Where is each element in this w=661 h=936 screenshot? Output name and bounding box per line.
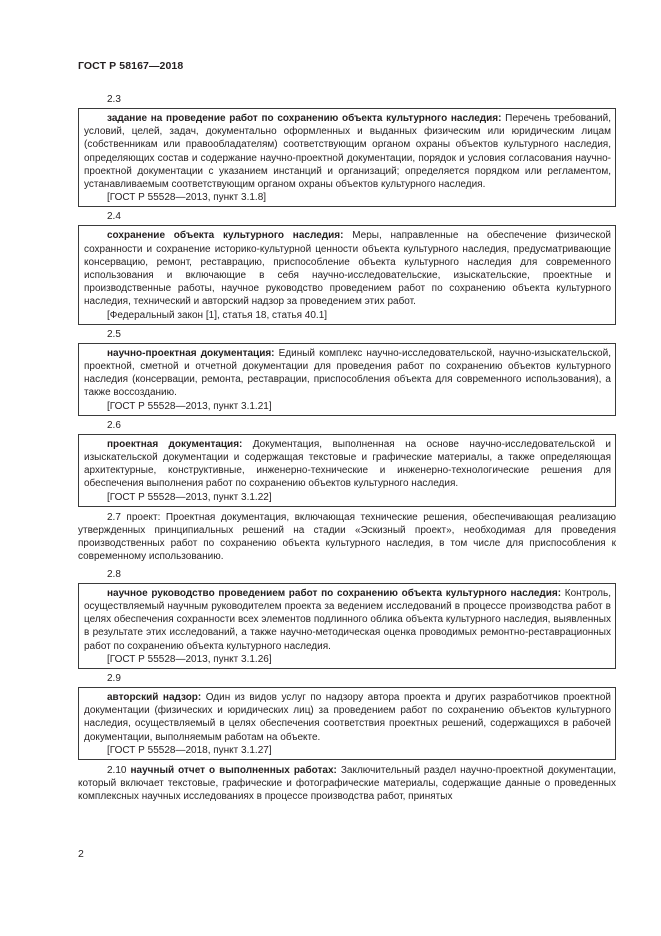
entry-number: 2.4 (107, 211, 121, 223)
page-number: 2 (78, 848, 84, 860)
entry-number: 2.9 (107, 672, 121, 684)
term: научное руководство проведением работ по сохранению объекта культурного наследия: (107, 587, 562, 599)
definition: Единый комплекс научно-исследовательской, научно-изыскательской, проектной, сметной и отчетной документации для проведения работ по сохранению объектов культурного наследия (консервации, ремонта, реставрации, приспособления объекта для современного использования), а также воссозданию. (84, 347, 611, 399)
definition-box (78, 343, 616, 416)
term: сохранение объекта культурного наследия: (107, 230, 344, 242)
definition-box (78, 108, 616, 207)
definition-text (84, 347, 611, 400)
entry-number: 2.10 (107, 764, 127, 776)
term: авторский надзор: (107, 691, 202, 703)
source-reference: [ГОСТ Р 55528—2013, пункт 3.1.26] (107, 653, 272, 665)
definition-text (84, 691, 611, 744)
definition: Меры, направленные на обеспечение физической сохранности и сохранение историко-культурной ценности объекта культурного наследия, предусматривающие консервацию, ремонт, реставрацию, приспособление объекта культурного наследия для современного использования и включающие в себя научно-исследовательские, изыскательские, проектные и производственные работы, научное руководство проведением работ по сохранению объекта культурного наследия, технический и авторский надзор за проведением этих работ. (84, 230, 611, 308)
definition-box (78, 225, 616, 324)
definition: Один из видов услуг по надзору автора проекта и других разработчиков проектной документации (физических и юридических лиц) за проведением работ по сохранению объектов культурного наследия, осуществляемый в целях обеспечения соответствия проектных решений, содержащихся в рабочей документации, выполняемым работам на объекте. (84, 691, 611, 743)
source-reference: [ГОСТ Р 55528—2018, пункт 3.1.27] (107, 744, 272, 756)
source-reference: [Федеральный закон [1], статья 18, статья 40.1] (107, 309, 328, 321)
entry-number: 2.8 (107, 568, 121, 580)
definition: Документация, выполненная на основе научно-исследовательской и изыскательской документации и содержащая текстовые и графические материалы, а также определяющая архитектурные, конструктивные, инженерно-технические и инженерно-технологические решения для обеспечения выполнения работ по сохранению объектов культурного наследия. (84, 438, 612, 490)
source-reference: [ГОСТ Р 55528—2013, пункт 3.1.22] (107, 491, 272, 503)
definition-text (84, 587, 611, 653)
definition: Перечень требований, условий, целей, задач, документально оформленных и выданных физическим или юридическим лицам (собственникам или правообладателям) соответствующим органом охраны объектов культурного наследия, определяющих состав и содержание научно-проектной документации, порядок и условия согласования научно-проектной документации с указанием инстанций и организаций; определяется порядком или регламентом, устанавливаемым соответствующим органом охраны объектов культурного наследия. (84, 113, 611, 191)
source-reference: [ГОСТ Р 55528—2013, пункт 3.1.21] (107, 400, 272, 412)
definition-text (84, 229, 611, 308)
definition-box (78, 687, 616, 760)
paragraph-2-7: 2.7 проект: Проектная документация, включающая технические решения, обеспечивающая реализацию утвержденных принципиальных решений на стадии «Эскизный проект», необходимая для проведения производственных работ по сохранению объекта культурного наследия, в том числе для приспособления к современному использованию. (78, 511, 616, 563)
definition-box (78, 583, 616, 669)
definition: Контроль, осуществляемый научным руководителем проекта за ведением исследований в процессе производства работ в целях обеспечения сохранности всех элементов подлинного облика объекта культурного наследия, выявленных в результате этих исследований, а также научно-методическая оценка проводимых ремонтно-реставрационных работ по сохранению объекта культурного наследия. (84, 587, 611, 652)
document-code-header: ГОСТ Р 58167—2018 (78, 60, 184, 72)
term: задание на проведение работ по сохранению объекта культурного наследия: (107, 113, 502, 124)
document-body (78, 93, 616, 808)
definition-text (84, 112, 611, 191)
term: научный отчет о выполненных работах: (130, 764, 337, 776)
entry-number: 2.3 (107, 94, 121, 105)
source-reference: [ГОСТ Р 55528—2013, пункт 3.1.8] (107, 192, 267, 204)
paragraph-2-10 (78, 764, 616, 804)
entry-number: 2.6 (107, 419, 121, 431)
definition: Заключительный раздел научно-проектной документации, который включает текстовые, графические и фотографические материалы, содержащие данные о проведенных комплексных научных исследованиях в процессе производства работ, принятых (78, 764, 617, 803)
term: проектная документация: (107, 438, 243, 450)
entry-number: 2.5 (107, 328, 121, 340)
term: научно-проектная документация: (107, 347, 275, 359)
definition-text (84, 438, 611, 491)
definition-box (78, 434, 616, 507)
